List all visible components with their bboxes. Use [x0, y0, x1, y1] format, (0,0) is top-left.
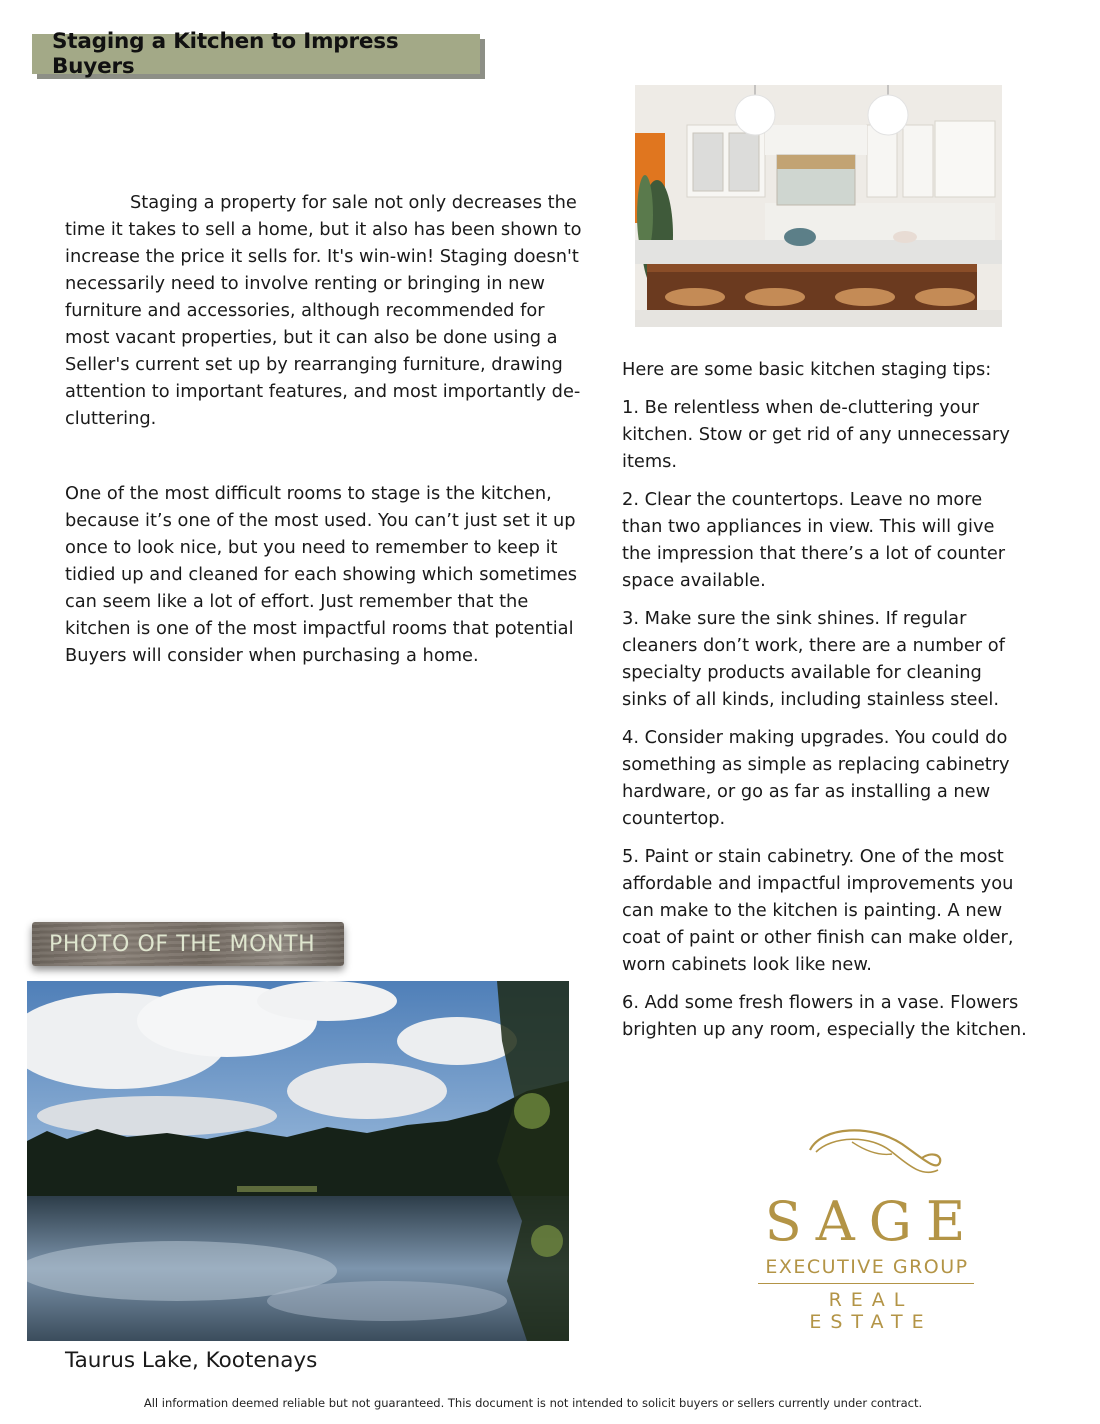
photo-caption: Taurus Lake, Kootenays	[65, 1348, 318, 1373]
intro-paragraph-1: Staging a property for sale not only decreases the time it takes to sell a home, but it also has been shown to increase the price it sells for. It's win-win! Staging doesn't necessarily need to involve renting or bringing in new furniture and accessories, although recommended for most vacant properties, but it can also be done using a Seller's current set up by rearranging furniture, drawing attention to important features, and most importantly de-cluttering.	[65, 192, 582, 429]
tips-list	[622, 356, 1027, 1054]
title-banner	[32, 29, 480, 79]
page-title: Staging a Kitchen to Impress Buyers	[52, 29, 399, 79]
tip-item: 1. Be relentless when de-cluttering your kitchen. Stow or get rid of any unnecessary items.	[622, 397, 1010, 472]
intro-paragraph-2: One of the most difficult rooms to stage is the kitchen, because it’s one of the most used. You can’t just set it up once to look nice, but you need to remember to keep it tidied up and cleaned for each showing which sometimes can seem like a lot of effort. Just remember that the kitchen is one of the most impactful rooms that potential Buyers will consider when purchasing a home.	[65, 483, 578, 666]
logo-divider	[758, 1283, 974, 1284]
logo-name: SAGE	[764, 1190, 980, 1253]
tip-item: 5. Paint or stain cabinetry. One of the most affordable and impactful improvements you can make to the kitchen is painting. A new coat of paint or other finish can make older, worn cabinets look like new.	[622, 846, 1014, 975]
leaf-swirl-icon	[752, 1122, 982, 1192]
footer-disclaimer: All information deemed reliable but not guaranteed. This document is not intended to solicit buyers or sellers currently under contract.	[143, 1396, 923, 1410]
tip-item: 6. Add some fresh flowers in a vase. Flowers brighten up any room, especially the kitchen.	[622, 992, 1027, 1040]
tip-item: 2. Clear the countertops. Leave no more than two appliances in view. This will give the impression that there’s a lot of counter space available.	[622, 489, 1006, 591]
sage-logo	[752, 1122, 982, 1333]
tip-item: 4. Consider making upgrades. You could do something as simple as replacing cabinetry hardware, or go as far as installing a new countertop.	[622, 727, 1010, 829]
photo-of-month-label: PHOTO OF THE MONTH	[49, 931, 316, 957]
logo-line-2: EXECUTIVE GROUP	[765, 1256, 969, 1278]
tips-intro: Here are some basic kitchen staging tips:	[622, 359, 992, 380]
photo-of-month-banner	[32, 922, 344, 966]
tip-item: 3. Make sure the sink shines. If regular cleaners don’t work, there are a number of specialty products available for cleaning sinks of all kinds, including stainless steel.	[622, 608, 1005, 710]
lake-photo	[27, 981, 569, 1341]
logo-line-3: REAL ESTATE	[809, 1289, 933, 1333]
kitchen-photo	[635, 85, 1002, 327]
